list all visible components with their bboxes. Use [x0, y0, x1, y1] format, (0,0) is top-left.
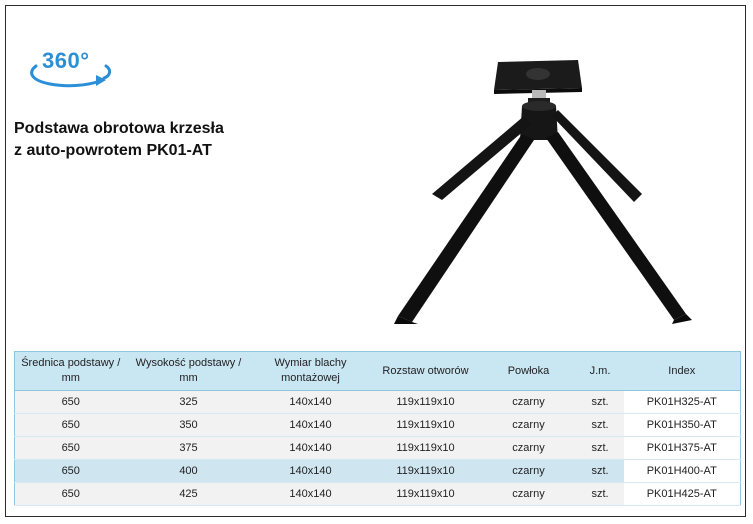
cell-plate: 140x140 — [251, 460, 371, 483]
cell-diameter: 650 — [15, 414, 127, 437]
cell-unit: szt. — [577, 391, 624, 414]
cell-coating: czarny — [481, 391, 577, 414]
cell-index: PK01H400-AT — [624, 460, 741, 483]
cell-plate: 140x140 — [251, 437, 371, 460]
cell-hole-spacing: 119x119x10 — [371, 414, 481, 437]
table-row — [15, 437, 741, 460]
cell-index: PK01H425-AT — [624, 483, 741, 506]
title-line-1: Podstawa obrotowa krzesła — [14, 120, 224, 137]
cell-plate: 140x140 — [251, 414, 371, 437]
swivel-base-image — [386, 54, 696, 324]
cell-diameter: 650 — [15, 437, 127, 460]
cell-height: 400 — [127, 460, 251, 483]
cell-unit: szt. — [577, 437, 624, 460]
cell-hole-spacing: 119x119x10 — [371, 437, 481, 460]
column-header-plate: Wymiar blachy montażowej — [251, 352, 371, 391]
table-header-row — [15, 352, 741, 391]
cell-unit: szt. — [577, 414, 624, 437]
cell-hole-spacing: 119x119x10 — [371, 391, 481, 414]
table-row — [15, 483, 741, 506]
cell-unit: szt. — [577, 460, 624, 483]
cell-height: 350 — [127, 414, 251, 437]
spec-table — [14, 351, 741, 506]
column-header-hole-spacing: Rozstaw otworów — [371, 352, 481, 391]
cell-hole-spacing: 119x119x10 — [371, 483, 481, 506]
table-row — [15, 460, 741, 483]
column-header-diameter: Średnica podstawy / mm — [15, 352, 127, 391]
column-header-index: Index — [624, 352, 741, 391]
cell-coating: czarny — [481, 460, 577, 483]
page-title — [14, 118, 274, 162]
cell-diameter: 650 — [15, 460, 127, 483]
cell-index: PK01H375-AT — [624, 437, 741, 460]
cell-unit: szt. — [577, 483, 624, 506]
cell-plate: 140x140 — [251, 391, 371, 414]
cell-coating: czarny — [481, 437, 577, 460]
cell-diameter: 650 — [15, 483, 127, 506]
cell-height: 325 — [127, 391, 251, 414]
column-header-unit: J.m. — [577, 352, 624, 391]
cell-coating: czarny — [481, 483, 577, 506]
table-row — [15, 391, 741, 414]
table-row — [15, 414, 741, 437]
rotate-360-badge[interactable] — [26, 46, 118, 94]
cell-height: 375 — [127, 437, 251, 460]
cell-index: PK01H350-AT — [624, 414, 741, 437]
column-header-coating: Powłoka — [481, 352, 577, 391]
column-header-height: Wysokość podstawy / mm — [127, 352, 251, 391]
title-line-2: z auto-powrotem PK01-AT — [14, 142, 212, 159]
cell-diameter: 650 — [15, 391, 127, 414]
cell-coating: czarny — [481, 414, 577, 437]
cell-hole-spacing: 119x119x10 — [371, 460, 481, 483]
product-sheet — [5, 5, 746, 517]
badge-360-text: 360° — [42, 48, 90, 73]
cell-plate: 140x140 — [251, 483, 371, 506]
cell-height: 425 — [127, 483, 251, 506]
cell-index: PK01H325-AT — [624, 391, 741, 414]
